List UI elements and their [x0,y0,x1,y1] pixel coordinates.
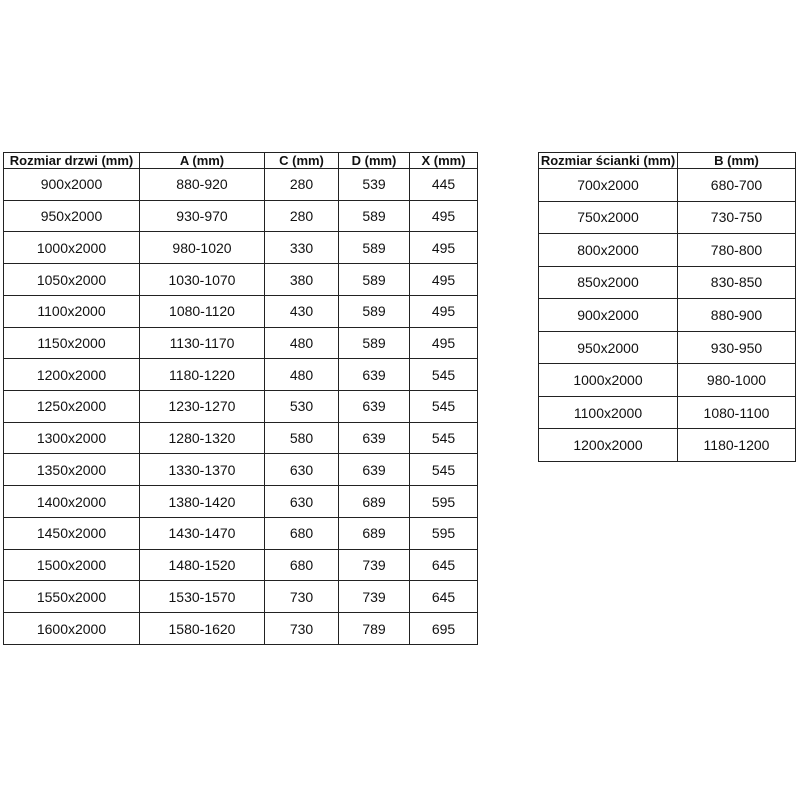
table-cell: 1000x2000 [4,232,140,264]
table-cell: 980-1020 [140,232,265,264]
table-cell: 680-700 [678,169,796,202]
table-cell: 1180-1200 [678,429,796,462]
table-row [4,169,478,201]
table-cell: 1580-1620 [140,613,265,645]
table-cell: 1380-1420 [140,486,265,518]
table-cell: 930-970 [140,200,265,232]
table-cell: 545 [410,454,478,486]
table-row [539,266,796,299]
table-cell: 880-900 [678,299,796,332]
table-row [4,327,478,359]
header-cell: A (mm) [140,153,265,169]
table-cell: 800x2000 [539,234,678,267]
table-row [4,295,478,327]
table-cell: 1300x2000 [4,422,140,454]
table-row [4,549,478,581]
table-cell: 689 [339,517,410,549]
table-row [4,517,478,549]
table-cell: 545 [410,422,478,454]
table-cell: 495 [410,200,478,232]
table-cell: 530 [265,391,339,423]
table-cell: 1400x2000 [4,486,140,518]
table-row [4,581,478,613]
table-cell: 695 [410,613,478,645]
table-cell: 1100x2000 [539,396,678,429]
header-cell: X (mm) [410,153,478,169]
door-table-body [4,169,478,645]
table-cell: 750x2000 [539,201,678,234]
table-cell: 789 [339,613,410,645]
table-cell: 1500x2000 [4,549,140,581]
header-cell: Rozmiar ścianki (mm) [539,153,678,169]
table-cell: 595 [410,486,478,518]
table-cell: 495 [410,264,478,296]
table-cell: 495 [410,295,478,327]
table-cell: 930-950 [678,331,796,364]
header-cell: D (mm) [339,153,410,169]
table-cell: 1080-1100 [678,396,796,429]
table-row [539,234,796,267]
table-cell: 645 [410,581,478,613]
table-cell: 480 [265,327,339,359]
table-cell: 445 [410,169,478,201]
table-cell: 639 [339,391,410,423]
table-cell: 900x2000 [539,299,678,332]
table-cell: 639 [339,422,410,454]
table-cell: 1230-1270 [140,391,265,423]
table-cell: 430 [265,295,339,327]
table-cell: 639 [339,454,410,486]
table-cell: 1550x2000 [4,581,140,613]
table-cell: 1480-1520 [140,549,265,581]
table-cell: 1080-1120 [140,295,265,327]
table-cell: 589 [339,264,410,296]
table-row [539,396,796,429]
table-cell: 639 [339,359,410,391]
table-cell: 580 [265,422,339,454]
table-cell: 1350x2000 [4,454,140,486]
table-cell: 980-1000 [678,364,796,397]
table-cell: 1130-1170 [140,327,265,359]
table-cell: 1280-1320 [140,422,265,454]
table-row [4,264,478,296]
table-cell: 680 [265,517,339,549]
door-size-table [3,152,478,645]
table-cell: 280 [265,169,339,201]
table-cell: 680 [265,549,339,581]
table-cell: 1430-1470 [140,517,265,549]
table-row [539,364,796,397]
table-cell: 480 [265,359,339,391]
table-cell: 1330-1370 [140,454,265,486]
table-cell: 1030-1070 [140,264,265,296]
table-cell: 595 [410,517,478,549]
table-cell: 1200x2000 [539,429,678,462]
table-cell: 539 [339,169,410,201]
table-cell: 330 [265,232,339,264]
table-cell: 645 [410,549,478,581]
table-cell: 950x2000 [539,331,678,364]
table-cell: 495 [410,232,478,264]
table-cell: 1000x2000 [539,364,678,397]
table-cell: 1250x2000 [4,391,140,423]
door-table-header-row [4,153,478,169]
table-row [4,454,478,486]
table-cell: 730 [265,613,339,645]
table-cell: 380 [265,264,339,296]
table-cell: 850x2000 [539,266,678,299]
table-cell: 1200x2000 [4,359,140,391]
wall-size-table [538,152,796,462]
table-cell: 880-920 [140,169,265,201]
wall-table-header-row [539,153,796,169]
header-cell: Rozmiar drzwi (mm) [4,153,140,169]
table-cell: 589 [339,295,410,327]
table-cell: 589 [339,232,410,264]
table-cell: 900x2000 [4,169,140,201]
table-cell: 1050x2000 [4,264,140,296]
table-cell: 730 [265,581,339,613]
table-cell: 730-750 [678,201,796,234]
table-cell: 700x2000 [539,169,678,202]
table-cell: 630 [265,486,339,518]
table-row [4,200,478,232]
table-row [539,331,796,364]
table-row [4,391,478,423]
wall-table-body [539,169,796,462]
table-cell: 630 [265,454,339,486]
table-cell: 1450x2000 [4,517,140,549]
table-cell: 589 [339,200,410,232]
table-cell: 689 [339,486,410,518]
table-cell: 280 [265,200,339,232]
table-cell: 1600x2000 [4,613,140,645]
table-cell: 830-850 [678,266,796,299]
table-cell: 545 [410,359,478,391]
table-row [4,422,478,454]
table-cell: 739 [339,581,410,613]
table-cell: 780-800 [678,234,796,267]
table-row [539,169,796,202]
table-row [4,359,478,391]
table-row [4,613,478,645]
table-cell: 739 [339,549,410,581]
table-cell: 1100x2000 [4,295,140,327]
table-row [539,429,796,462]
header-cell: B (mm) [678,153,796,169]
table-cell: 950x2000 [4,200,140,232]
table-cell: 589 [339,327,410,359]
table-row [539,299,796,332]
table-row [4,232,478,264]
table-row [4,486,478,518]
table-cell: 495 [410,327,478,359]
table-cell: 1150x2000 [4,327,140,359]
table-cell: 545 [410,391,478,423]
header-cell: C (mm) [265,153,339,169]
table-cell: 1180-1220 [140,359,265,391]
table-cell: 1530-1570 [140,581,265,613]
table-row [539,201,796,234]
